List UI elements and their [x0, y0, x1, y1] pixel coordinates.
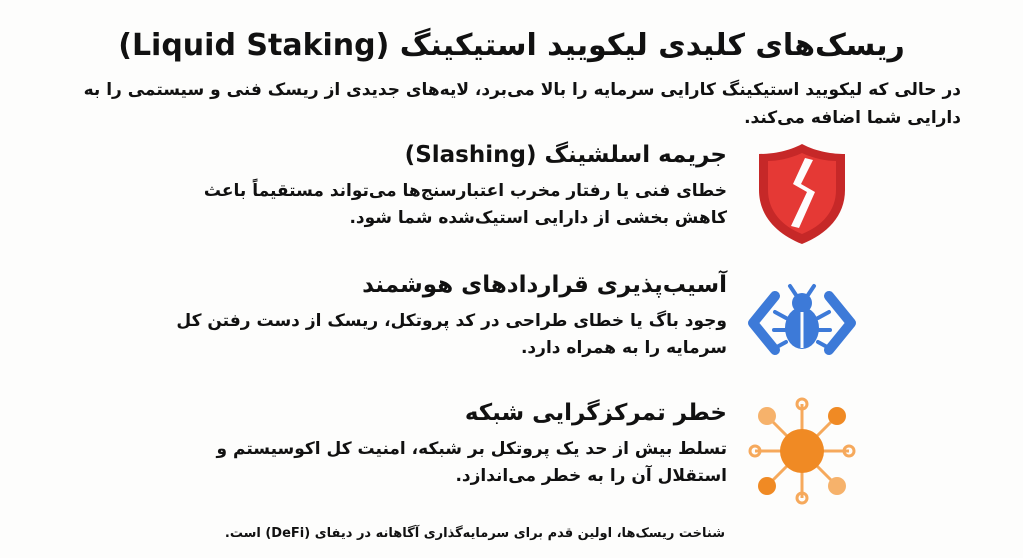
risk-item-centralization — [0, 396, 1023, 506]
network-hub-icon — [747, 396, 857, 506]
risk-item-slashing — [0, 138, 1023, 248]
page-subtitle: در حالی که لیکویید استیکینگ کارایی سرمایه را بالا می‌برد، لایه‌های جدیدی از ریسک فنی و سیستمی را به دارایی شما اضافه می‌کند. — [83, 80, 961, 128]
code-bug-icon — [747, 268, 857, 378]
footer-note: شناخت ریسک‌ها، اولین قدم برای سرمایه‌گذاری آگاهانه در دیفای (DeFi) است. — [224, 526, 725, 541]
risk-item-smart-contract — [0, 268, 1023, 378]
risk-description: تسلط بیش از حد یک پروتکل بر شبکه، امنیت کل اکوسیستم و استقلال آن را به خطر می‌اندازد. — [216, 439, 727, 486]
risk-description: خطای فنی یا رفتار مخرب اعتبارسنج‌ها می‌تواند مستقیماً باعث کاهش بخشی از دارایی استیک‌شده شما شود. — [203, 181, 727, 228]
page-title: ریسک‌های کلیدی لیکویید استیکینگ (Liquid Staking) — [118, 28, 905, 63]
broken-shield-icon — [747, 138, 857, 248]
risk-title: خطر تمرکزگرایی شبکه — [464, 400, 727, 426]
risk-title: آسیب‌پذیری قراردادهای هوشمند — [362, 272, 727, 298]
risk-title: جریمه اسلشینگ (Slashing) — [404, 142, 727, 168]
risk-description: وجود باگ یا خطای طراحی در کد پروتکل، ریسک از دست رفتن کل سرمایه را به همراه دارد. — [176, 311, 727, 358]
